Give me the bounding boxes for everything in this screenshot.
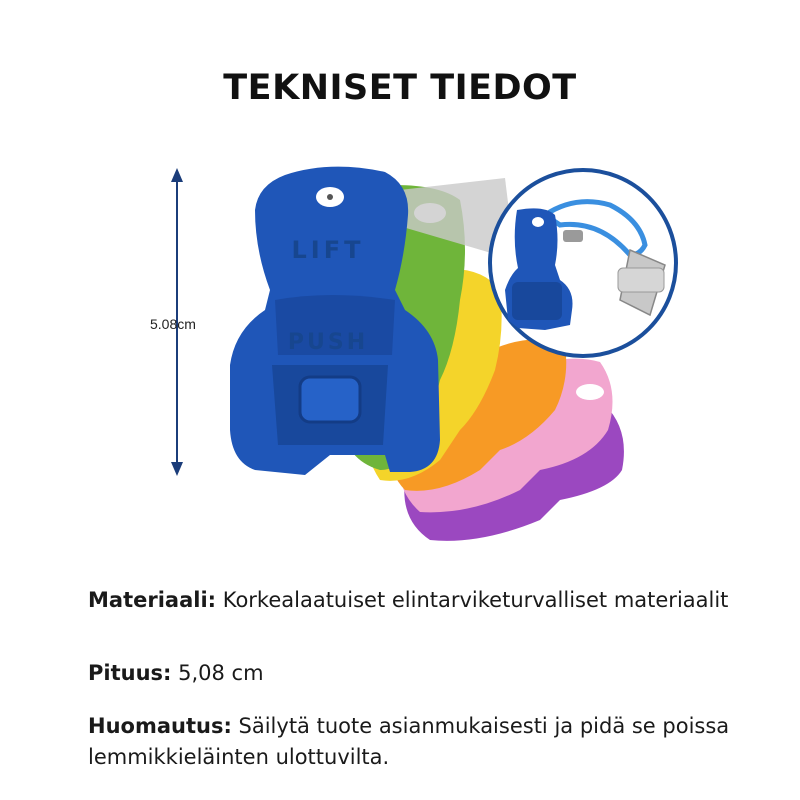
- lift-emboss: LIFT: [291, 236, 365, 264]
- page-title: TEKNISET TIEDOT: [223, 68, 577, 108]
- push-emboss: PUSH: [287, 330, 369, 355]
- keychain-inset: [490, 170, 676, 356]
- spec-length-label: Pituus:: [88, 661, 172, 685]
- spec-length: [88, 658, 748, 689]
- spec-note-label: Huomautus:: [88, 714, 232, 738]
- spec-material-label: Materiaali:: [88, 588, 217, 612]
- spec-material-text: Korkealaatuiset elintarviketurvalliset materiaalit: [216, 588, 729, 612]
- spec-length-text: 5,08 cm: [171, 661, 264, 685]
- dimension-label: 5.08cm: [150, 316, 196, 332]
- spec-note: [88, 711, 748, 773]
- spec-note-text: Säilytä tuote asianmukaisesti ja pidä se poissa lemmikkieläinten ulottuvilta.: [88, 714, 730, 769]
- spec-material: [88, 585, 748, 616]
